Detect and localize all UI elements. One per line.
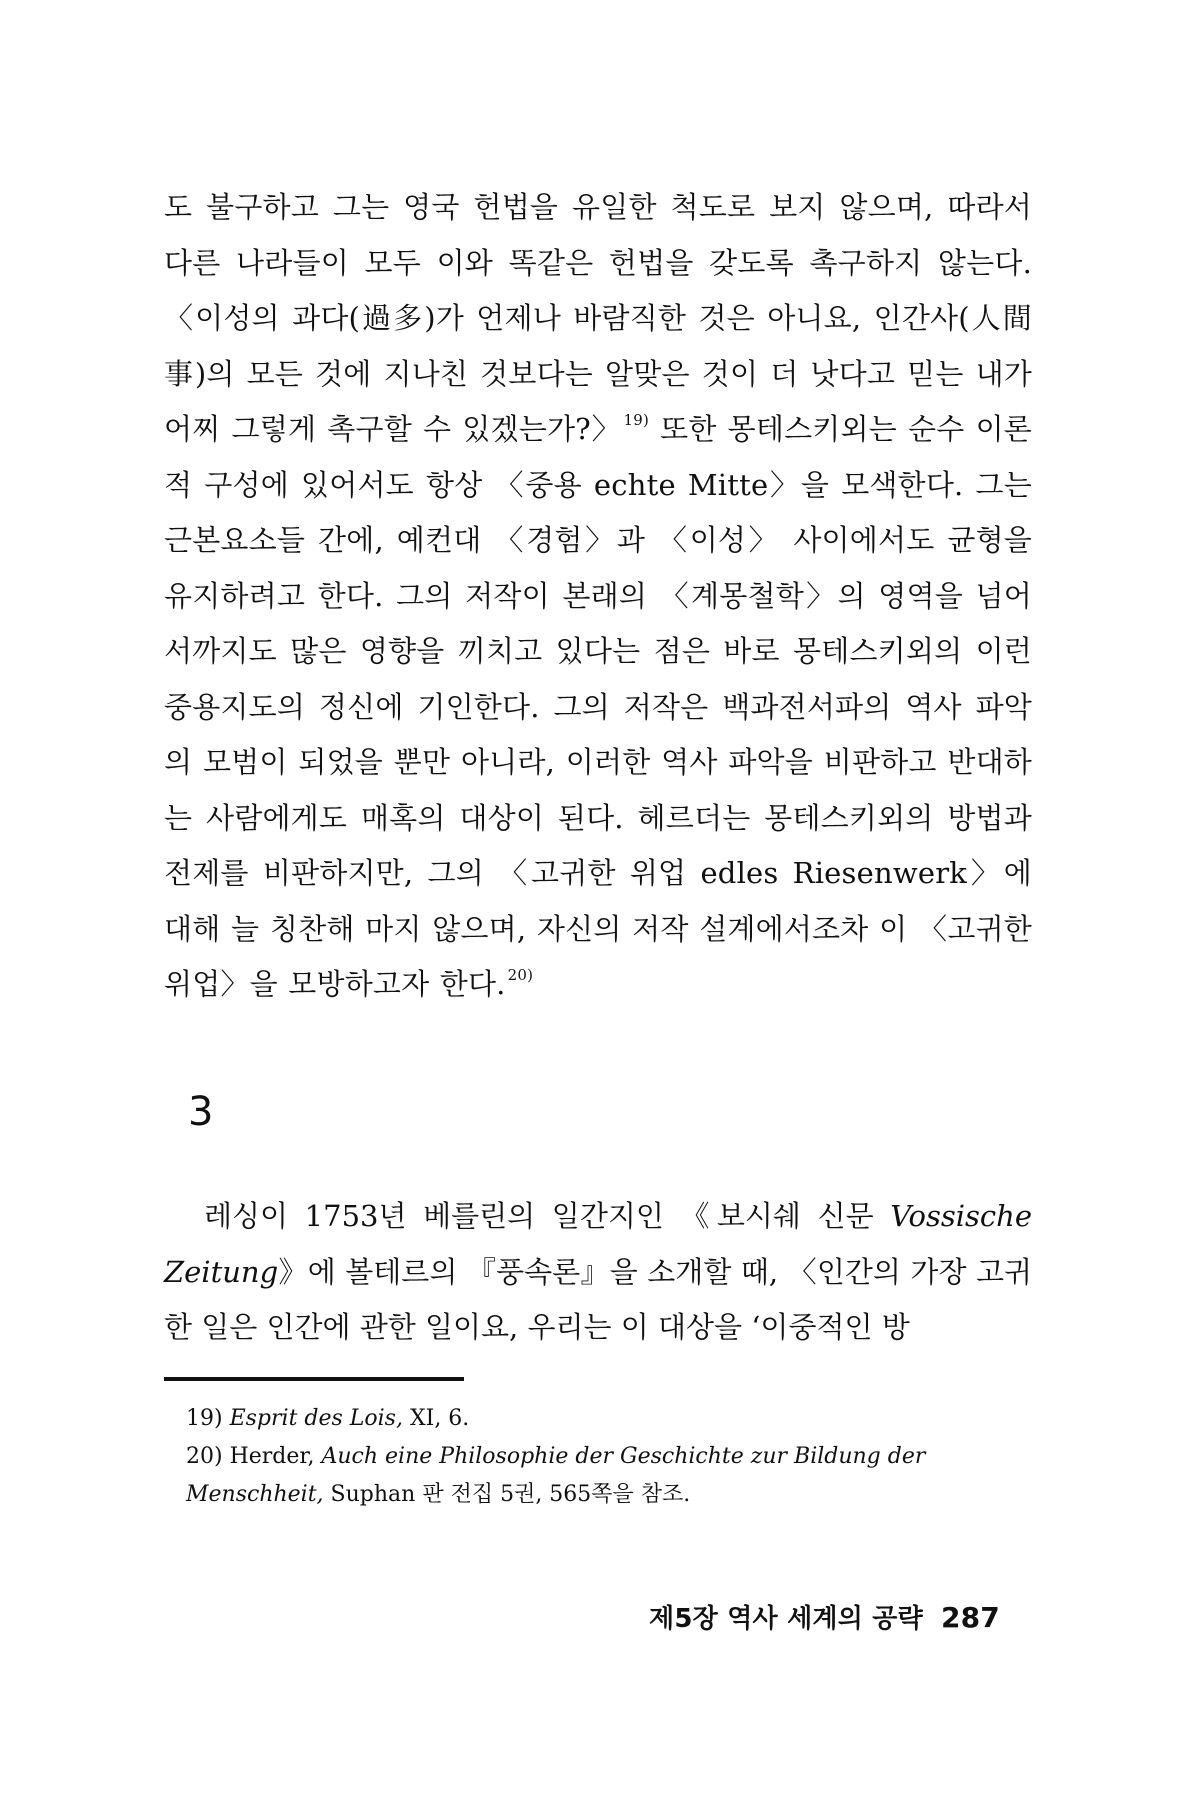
- footnote-19: [186, 1400, 1044, 1438]
- paragraph-text: 도 불구하고 그는 영국 헌법을 유일한 척도로 보지 않으며, 따라서 다른 나라들이 모두 이와 똑같은 헌법을 갖도록 촉구하지 않는다. 〈이성의 과다(過多)가 언제나 바람직한 것은 아니요, 인간사(人間事)의 모든 것에 지나친 것보다는 알맞은 것이 더 낫다고 믿는 내가 어찌 그렇게 촉구할 수 있겠는가?〉: [164, 190, 1032, 446]
- footnote-19-rest: XI, 6.: [402, 1406, 470, 1431]
- paragraph-text-continued: 또한 몽테스키외는 순수 이론적 구성에 있어서도 항상 〈중용 echte Mitte〉을 모색한다. 그는 근본요소들 간에, 예컨대 〈경험〉과 〈이성〉 사이에서도 균형을 유지하려고 한다. 그의 저작이 본래의 〈계몽철학〉의 영역을 넘어서까지도 많은 영향을 끼치고 있다는 점은 바로 몽테스키외의 이런 중용지도의 정신에 기인한다. 그의 저작은 백과전서파의 역사 파악의 모범이 되었을 뿐만 아니라, 이러한 역사 파악을 비판하고 반대하는 사람에게도 매혹의 대상이 된다. 헤르더는 몽테스키외의 방법과 전제를 비판하지만, 그의 〈고귀한 위업 edles Riesenwerk〉에 대해 늘 칭찬해 마지 않으며, 자신의 저작 설계에서조차 이 〈고귀한 위업〉을 모방하고자 한다.: [164, 412, 1032, 1001]
- section-text-italic: Vossische Zeitung: [164, 1199, 1032, 1289]
- section-paragraph: [164, 1189, 1032, 1356]
- footnote-20-title: Auch eine Philosophie der Geschichte zur Bildung der Menschheit,: [186, 1444, 926, 1507]
- section-text-part-1: 레싱이 1753년 베를린의 일간지인 《보시쉐 신문: [204, 1199, 891, 1233]
- footnote-ref-19[interactable]: 19): [623, 411, 650, 429]
- footnote-20-label: 20): [186, 1444, 223, 1469]
- footnote-20-rest: Suphan 판 전집 5권, 565쪽을 참조.: [323, 1482, 691, 1507]
- section-text-part-2: 》에 볼테르의 『풍속론』을 소개할 때, 〈인간의 가장 고귀한 일은 인간에 관한 일이요, 우리는 이 대상을 ‘이중적인 방: [164, 1254, 1032, 1344]
- footnote-20: [186, 1438, 1044, 1514]
- section-number: 3: [188, 1089, 214, 1135]
- footnote-ref-20[interactable]: 20): [507, 966, 534, 984]
- body-paragraph: [164, 180, 1032, 1013]
- footnote-19-title: Esprit des Lois,: [229, 1406, 403, 1431]
- footnote-divider: [164, 1377, 464, 1381]
- page-footer: [649, 1601, 1000, 1634]
- footnotes: [186, 1400, 1044, 1514]
- chapter-title: 제5장 역사 세계의 공략: [649, 1604, 923, 1634]
- page-number: 287: [940, 1601, 1000, 1634]
- footnote-19-label: 19): [186, 1406, 223, 1431]
- footnote-20-author: Herder,: [222, 1444, 322, 1469]
